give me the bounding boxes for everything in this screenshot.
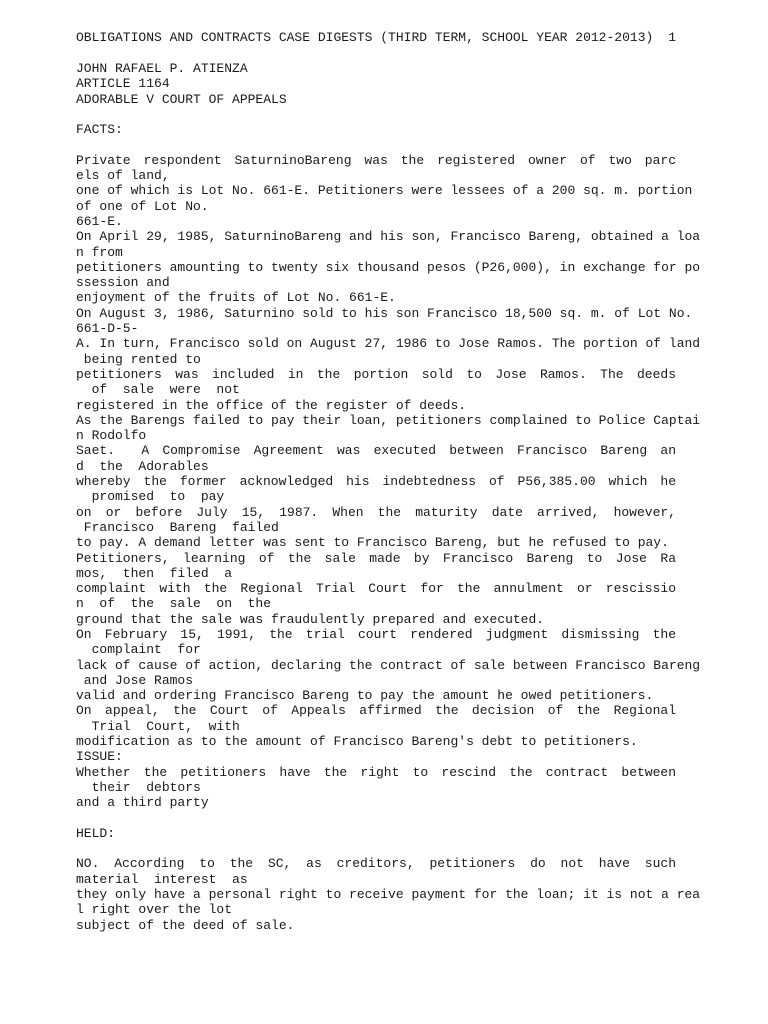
page-header (76, 30, 676, 46)
text-line: one of which is Lot No. 661-E. Petitioners were lessees of a 200 sq. m. portion (76, 183, 693, 199)
text-line: d the Adorables (76, 458, 209, 474)
text-line: ssession and (76, 275, 170, 291)
text-line: mos, then filed a (76, 565, 233, 581)
blank-line (76, 137, 676, 152)
text-line: enjoyment of the fruits of Lot No. 661-E. (76, 290, 396, 306)
text-line: they only have a personal right to receive payment for the loan; it is not a rea (76, 887, 701, 903)
text-line: HELD: (76, 825, 116, 841)
text-line: petitioners was included in the portion sold to Jose Ramos. The deeds (76, 366, 676, 382)
text-line: 661-D-5- (76, 321, 139, 337)
text-line: to pay. A demand letter was sent to Francisco Bareng, but he refused to pay. (76, 535, 669, 551)
text-line: on or before July 15, 1987. When the maturity date arrived, however, (76, 504, 676, 520)
text-line: A. In turn, Francisco sold on August 27, 1986 to Jose Ramos. The portion of land (76, 336, 701, 352)
text-line: complaint with the Regional Trial Court for the annulment or rescissio (76, 581, 676, 597)
text-line: petitioners amounting to twenty six thousand pesos (P26,000), in exchange for po (76, 259, 701, 275)
text-line: FACTS: (76, 122, 123, 138)
text-line: whereby the former acknowledged his indebtedness of P56,385.00 which he (76, 474, 676, 490)
text-line: Private respondent SaturninoBareng was the registered owner of two parc (76, 152, 676, 168)
text-line: complaint for (76, 642, 201, 658)
text-line: Petitioners, learning of the sale made by Francisco Bareng to Jose Ra (76, 550, 676, 566)
text-line: registered in the office of the register of deeds. (76, 397, 467, 413)
text-line: of sale were not (76, 382, 240, 398)
blank-line (76, 107, 676, 122)
text-line: ARTICLE 1164 (76, 76, 170, 92)
text-line: Francisco Bareng failed (76, 519, 279, 535)
header-title: OBLIGATIONS AND CONTRACTS CASE DIGESTS (THIRD TERM, SCHOOL YEAR 2012-2013) (76, 30, 654, 45)
text-line: ISSUE: (76, 749, 123, 765)
text-line: NO. According to the SC, as creditors, petitioners do not have such (76, 856, 676, 872)
text-line: n of the sale on the (76, 596, 272, 612)
text-line: their debtors (76, 779, 201, 795)
blank-line (76, 841, 676, 856)
text-line: promised to pay (76, 489, 225, 505)
text-line: and a third party (76, 795, 209, 811)
text-line: On February 15, 1991, the trial court rendered judgment dismissing the (76, 626, 676, 642)
text-line: subject of the deed of sale. (76, 917, 295, 933)
text-line: valid and ordering Francisco Bareng to pay the amount he owed petitioners. (76, 688, 654, 704)
text-line: Whether the petitioners have the right to rescind the contract between (76, 764, 676, 780)
document-body (76, 61, 701, 933)
text-line: JOHN RAFAEL P. ATIENZA (76, 61, 248, 76)
blank-line (76, 811, 676, 826)
text-line: n from (76, 244, 123, 260)
text-line: els of land, (76, 168, 170, 184)
text-line: lack of cause of action, declaring the contract of sale between Francisco Bareng (76, 657, 701, 673)
text-line: ADORABLE V COURT OF APPEALS (76, 91, 287, 107)
text-line: and Jose Ramos (76, 672, 194, 688)
text-line: being rented to (76, 351, 201, 367)
text-line: On appeal, the Court of Appeals affirmed the decision of the Regional (76, 703, 676, 719)
text-line: Trial Court, with (76, 718, 240, 734)
text-line: On August 3, 1986, Saturnino sold to his son Francisco 18,500 sq. m. of Lot No. (76, 305, 693, 321)
text-line: n Rodolfo (76, 428, 147, 444)
text-line: ground that the sale was fraudulently prepared and executed. (76, 611, 545, 627)
text-line: 661-E. (76, 213, 123, 229)
text-line: As the Barengs failed to pay their loan, petitioners complained to Police Captai (76, 412, 701, 428)
text-line: l right over the lot (76, 902, 233, 918)
text-line: modification as to the amount of Francisco Bareng's debt to petitioners. (76, 734, 638, 750)
page-number: 1 (668, 30, 676, 45)
text-line: of one of Lot No. (76, 198, 209, 214)
text-line: Saet. A Compromise Agreement was executed between Francisco Bareng an (76, 443, 676, 459)
text-line: On April 29, 1985, SaturninoBareng and his son, Francisco Bareng, obtained a loa (76, 229, 701, 245)
text-line: material interest as (76, 871, 248, 887)
